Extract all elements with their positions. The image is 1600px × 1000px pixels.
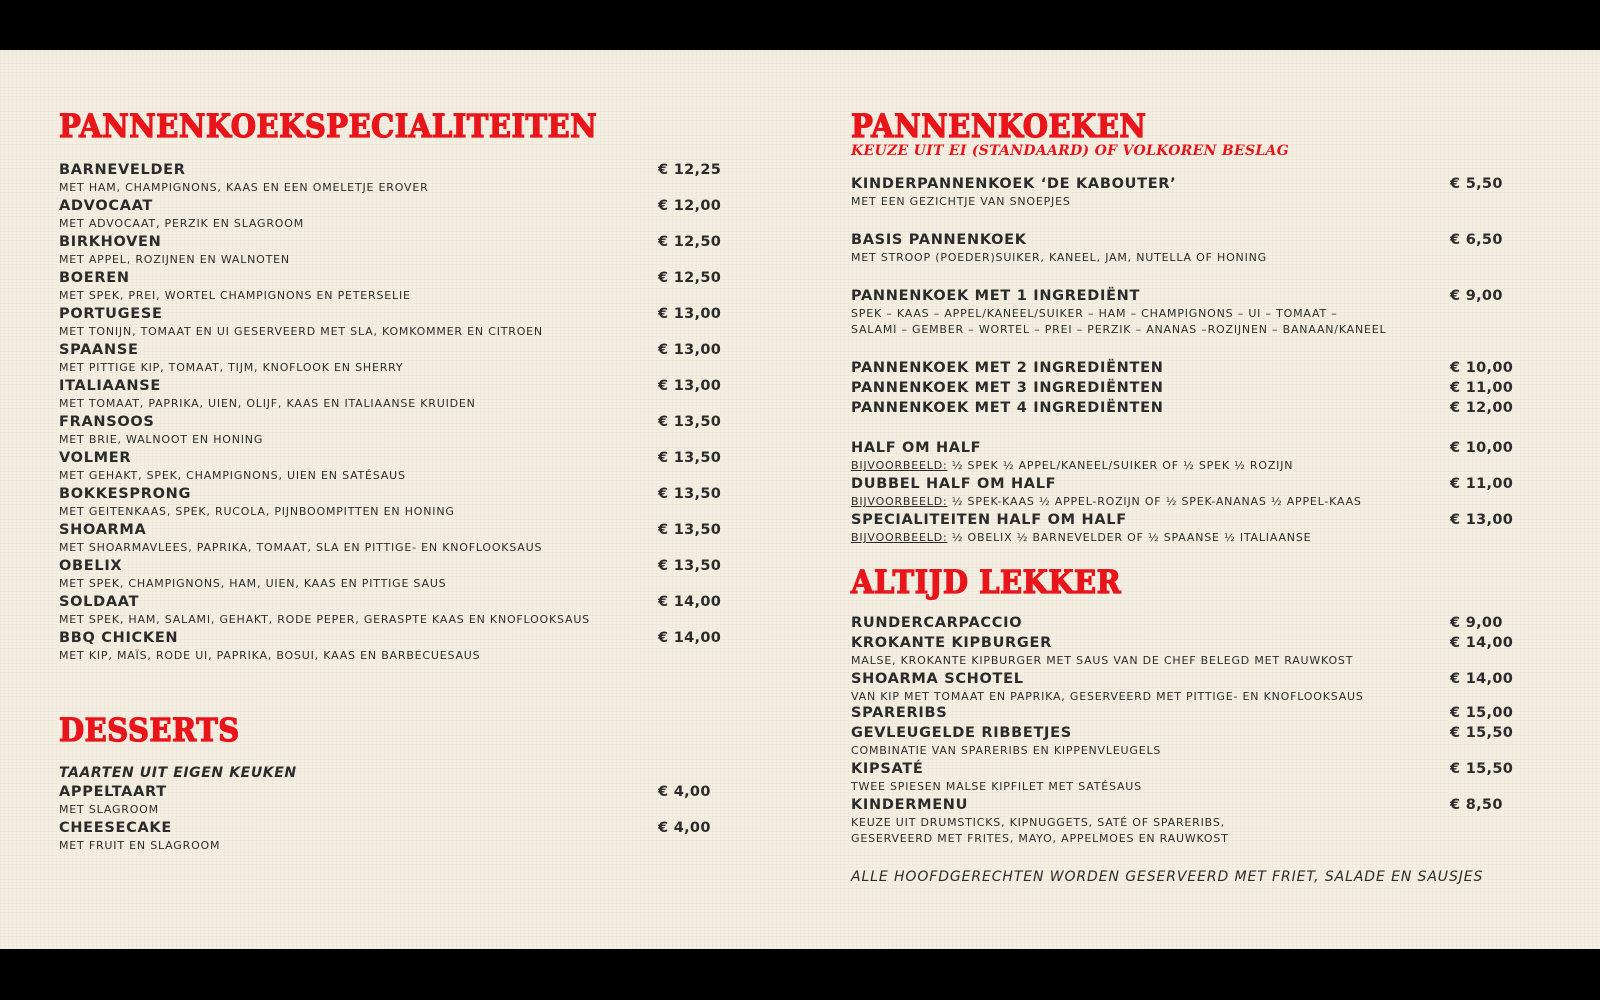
item-price: € 15,00 bbox=[1450, 705, 1514, 721]
specialties-title: PANNENKOEKSPECIALITEITEN bbox=[59, 107, 598, 145]
item-price: € 5,50 bbox=[1450, 176, 1503, 192]
item-desc: MET EEN GEZICHTJE VAN SNOEPJES bbox=[851, 195, 1071, 208]
item-desc: MET TOMAAT, PAPRIKA, UIEN, OLIJF, KAAS EN ITALIAANSE KRUIDEN bbox=[59, 397, 476, 410]
item-desc: MET FRUIT EN SLAGROOM bbox=[59, 839, 221, 852]
item-name: SPECIALITEITEN HALF OM HALF bbox=[851, 512, 1127, 528]
item-price: € 14,00 bbox=[658, 594, 722, 610]
item-name: PANNENKOEK MET 2 INGREDIËNTEN bbox=[851, 360, 1164, 376]
item-name: KIPSATÉ bbox=[851, 761, 924, 777]
example-text: ½ SPEK ½ APPEL/KANEEL/SUIKER OF ½ SPEK ½ ROZIJN bbox=[947, 459, 1294, 472]
item-name: SPARERIBS bbox=[851, 705, 948, 721]
menu-page bbox=[0, 50, 1600, 949]
item-desc: MET GEITENKAAS, SPEK, RUCOLA, PIJNBOOMPITTEN EN HONING bbox=[59, 505, 455, 518]
item-desc: MET SPEK, HAM, SALAMI, GEHAKT, RODE PEPER, GERASPTE KAAS EN KNOFLOOKSAUS bbox=[59, 613, 590, 626]
item-name: OBELIX bbox=[59, 558, 123, 574]
item-name: DUBBEL HALF OM HALF bbox=[851, 476, 1057, 492]
item-name: PANNENKOEK MET 3 INGREDIËNTEN bbox=[851, 380, 1164, 396]
example-label: BIJVOORBEELD: bbox=[851, 495, 948, 508]
item-desc: MET SPEK, CHAMPIGNONS, HAM, UIEN, KAAS EN PITTIGE SAUS bbox=[59, 577, 447, 590]
pancakes-subtitle: KEUZE UIT EI (STANDAARD) OF VOLKOREN BESLAG bbox=[851, 143, 1289, 159]
item-name: APPELTAART bbox=[59, 784, 167, 800]
item-desc: MALSE, KROKANTE KIPBURGER MET SAUS VAN DE CHEF BELEGD MET RAUWKOST bbox=[851, 654, 1354, 667]
item-name: VOLMER bbox=[59, 450, 132, 466]
item-name: KROKANTE KIPBURGER bbox=[851, 635, 1052, 651]
item-price: € 9,00 bbox=[1450, 288, 1503, 304]
item-price: € 12,00 bbox=[658, 198, 722, 214]
item-desc bbox=[851, 532, 1311, 543]
item-name: CHEESECAKE bbox=[59, 820, 172, 836]
item-name: KINDERPANNENKOEK ‘DE KABOUTER’ bbox=[851, 176, 1177, 192]
item-desc bbox=[851, 460, 1293, 471]
item-price: € 4,00 bbox=[658, 784, 711, 800]
item-price: € 15,50 bbox=[1450, 761, 1514, 777]
item-price: € 10,00 bbox=[1450, 440, 1514, 456]
desserts-subhead: TAARTEN UIT EIGEN KEUKEN bbox=[59, 765, 297, 781]
item-name: ITALIAANSE bbox=[59, 378, 161, 394]
item-price: € 13,00 bbox=[658, 378, 722, 394]
item-price: € 13,50 bbox=[658, 486, 722, 502]
letterbox-bottom bbox=[0, 949, 1600, 1000]
item-name: GEVLEUGELDE RIBBETJES bbox=[851, 725, 1072, 741]
item-desc: MET SPEK, PREI, WORTEL CHAMPIGNONS EN PETERSELIE bbox=[59, 289, 411, 302]
item-desc: MET KIP, MAÏS, RODE UI, PAPRIKA, BOSUI, KAAS EN BARBECUESAUS bbox=[59, 649, 481, 662]
item-desc-line2: GESERVEERD MET FRITES, MAYO, APPELMOES EN RAUWKOST bbox=[851, 832, 1229, 845]
item-desc: TWEE SPIESEN MALSE KIPFILET MET SATÉSAUS bbox=[851, 780, 1142, 793]
item-desc: MET GEHAKT, SPEK, CHAMPIGNONS, UIEN EN SATÉSAUS bbox=[59, 469, 406, 482]
item-name: BBQ CHICKEN bbox=[59, 630, 179, 646]
item-desc: VAN KIP MET TOMAAT EN PAPRIKA, GESERVEERD MET PITTIGE- EN KNOFLOOKSAUS bbox=[851, 690, 1364, 703]
item-desc: MET STROOP (POEDER)SUIKER, KANEEL, JAM, NUTELLA OF HONING bbox=[851, 251, 1267, 264]
item-price: € 14,00 bbox=[1450, 671, 1514, 687]
example-label: BIJVOORBEELD: bbox=[851, 459, 948, 472]
item-price: € 12,00 bbox=[1450, 400, 1514, 416]
item-price: € 13,00 bbox=[658, 306, 722, 322]
item-price: € 11,00 bbox=[1450, 476, 1514, 492]
item-price: € 15,50 bbox=[1450, 725, 1514, 741]
item-price: € 11,00 bbox=[1450, 380, 1514, 396]
item-price: € 8,50 bbox=[1450, 797, 1503, 813]
item-name: BASIS PANNENKOEK bbox=[851, 232, 1027, 248]
item-name: ADVOCAAT bbox=[59, 198, 154, 214]
item-price: € 4,00 bbox=[658, 820, 711, 836]
item-price: € 6,50 bbox=[1450, 232, 1503, 248]
item-price: € 12,50 bbox=[658, 234, 722, 250]
item-name: KINDERMENU bbox=[851, 797, 969, 813]
item-price: € 13,50 bbox=[658, 450, 722, 466]
item-price: € 12,50 bbox=[658, 270, 722, 286]
item-price: € 13,50 bbox=[658, 522, 722, 538]
item-name: BOKKESPRONG bbox=[59, 486, 192, 502]
example-label: BIJVOORBEELD: bbox=[851, 531, 948, 544]
desserts-title: DESSERTS bbox=[59, 711, 240, 749]
example-text: ½ OBELIX ½ BARNEVELDER OF ½ SPAANSE ½ ITALIAANSE bbox=[947, 531, 1312, 544]
item-price: € 13,50 bbox=[658, 558, 722, 574]
always-title: ALTIJD LEKKER bbox=[851, 563, 1122, 601]
item-desc bbox=[851, 496, 1362, 507]
example-text: ½ SPEK-KAAS ½ APPEL-ROZIJN OF ½ SPEK-ANANAS ½ APPEL-KAAS bbox=[947, 495, 1362, 508]
item-price: € 14,00 bbox=[1450, 635, 1514, 651]
item-desc: MET TONIJN, TOMAAT EN UI GESERVEERD MET SLA, KOMKOMMER EN CITROEN bbox=[59, 325, 543, 338]
item-name: RUNDERCARPACCIO bbox=[851, 615, 1023, 631]
item-price: € 10,00 bbox=[1450, 360, 1514, 376]
item-name: SPAANSE bbox=[59, 342, 139, 358]
item-name: HALF OM HALF bbox=[851, 440, 982, 456]
footer-note: ALLE HOOFDGERECHTEN WORDEN GESERVEERD MET FRIET, SALADE EN SAUSJES bbox=[851, 869, 1484, 885]
item-desc: MET ADVOCAAT, PERZIK EN SLAGROOM bbox=[59, 217, 305, 230]
item-price: € 13,50 bbox=[658, 414, 722, 430]
item-name: SHOARMA bbox=[59, 522, 147, 538]
item-price: € 13,00 bbox=[658, 342, 722, 358]
item-desc: MET BRIE, WALNOOT EN HONING bbox=[59, 433, 264, 446]
item-desc: SPEK – KAAS – APPEL/KANEEL/SUIKER – HAM – CHAMPIGNONS – UI – TOMAAT – bbox=[851, 307, 1338, 320]
item-name: SOLDAAT bbox=[59, 594, 140, 610]
item-desc: MET SHOARMAVLEES, PAPRIKA, TOMAAT, SLA EN PITTIGE- EN KNOFLOOKSAUS bbox=[59, 541, 543, 554]
item-name: PANNENKOEK MET 1 INGREDIËNT bbox=[851, 288, 1141, 304]
pancakes-title: PANNENKOEKEN bbox=[851, 107, 1147, 145]
item-desc: MET HAM, CHAMPIGNONS, KAAS EN EEN OMELETJE EROVER bbox=[59, 181, 429, 194]
item-desc: MET APPEL, ROZIJNEN EN WALNOTEN bbox=[59, 253, 290, 266]
item-name: FRANSOOS bbox=[59, 414, 155, 430]
item-name: SHOARMA SCHOTEL bbox=[851, 671, 1024, 687]
item-desc: MET PITTIGE KIP, TOMAAT, TIJM, KNOFLOOK EN SHERRY bbox=[59, 361, 404, 374]
item-name: BIRKHOVEN bbox=[59, 234, 162, 250]
letterbox-top bbox=[0, 0, 1600, 50]
item-price: € 9,00 bbox=[1450, 615, 1503, 631]
item-price: € 14,00 bbox=[658, 630, 722, 646]
item-name: PANNENKOEK MET 4 INGREDIËNTEN bbox=[851, 400, 1164, 416]
item-price: € 12,25 bbox=[658, 162, 722, 178]
item-name: PORTUGESE bbox=[59, 306, 163, 322]
item-desc: COMBINATIE VAN SPARERIBS EN KIPPENVLEUGELS bbox=[851, 744, 1162, 757]
item-desc: MET SLAGROOM bbox=[59, 803, 159, 816]
item-name: BARNEVELDER bbox=[59, 162, 186, 178]
item-desc-line2: SALAMI – GEMBER – WORTEL – PREI – PERZIK – ANANAS –ROZIJNEN – BANAAN/KANEEL bbox=[851, 323, 1387, 336]
item-desc: KEUZE UIT DRUMSTICKS, KIPNUGGETS, SATÉ OF SPARERIBS, bbox=[851, 816, 1225, 829]
item-price: € 13,00 bbox=[1450, 512, 1514, 528]
item-name: BOEREN bbox=[59, 270, 130, 286]
